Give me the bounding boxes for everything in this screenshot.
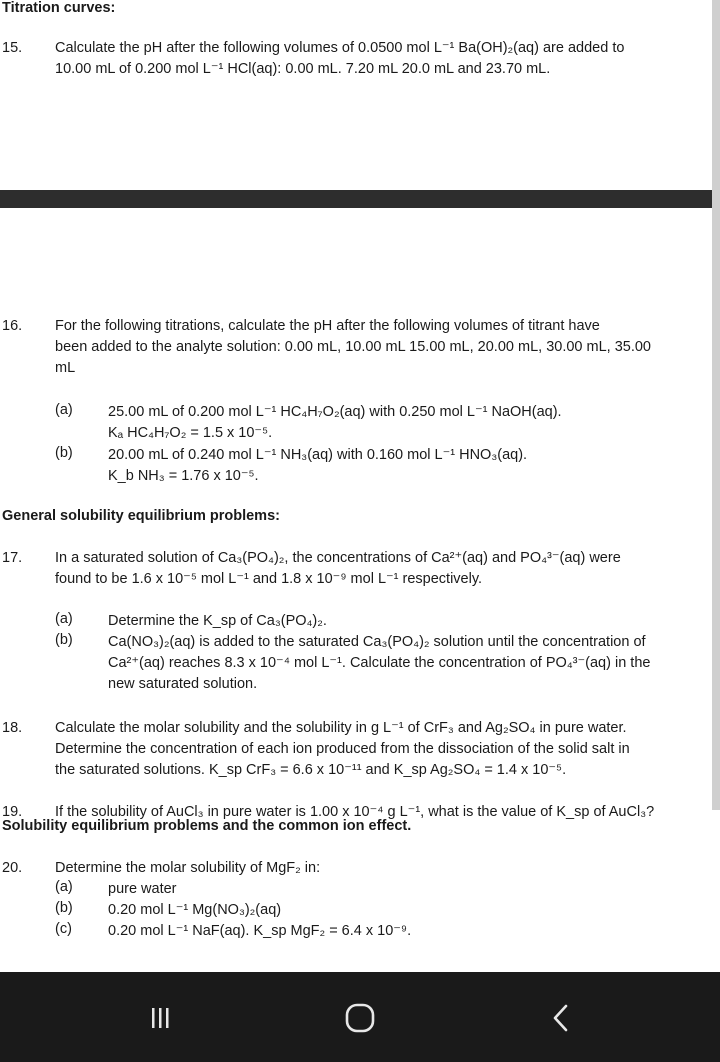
question-17b-label: (b) <box>55 632 73 648</box>
question-16b-label: (b) <box>55 445 73 461</box>
question-17b-line1: Ca(NO₃)₂(aq) is added to the saturated Ca₃(PO₄)₂ solution until the concentration of <box>108 634 646 650</box>
home-icon <box>340 998 380 1038</box>
question-18-line3: the saturated solutions. K_sp CrF₃ = 6.6 x 10⁻¹¹ and K_sp Ag₂SO₄ = 1.4 x 10⁻⁵. <box>55 762 567 778</box>
question-20b-label: (b) <box>55 900 73 916</box>
question-16b-line1: 20.00 mL of 0.240 mol L⁻¹ NH₃(aq) with 0.160 mol L⁻¹ HNO₃(aq). <box>108 447 528 463</box>
question-17-line1: In a saturated solution of Ca₃(PO₄)₂, the concentrations of Ca²⁺(aq) and PO₄³⁻(aq) were <box>55 550 621 566</box>
page-divider <box>0 190 720 208</box>
question-20-number: 20. <box>2 860 23 876</box>
question-20a-label: (a) <box>55 879 73 895</box>
question-15-line2: 10.00 mL of 0.200 mol L⁻¹ HCl(aq): 0.00 mL. 7.20 mL 20.0 mL and 23.70 mL. <box>55 61 551 77</box>
question-16b-text <box>108 445 708 487</box>
question-16a-line2: Kₐ HC₄H₇O₂ = 1.5 x 10⁻⁵. <box>108 425 273 441</box>
question-16-line1: For the following titrations, calculate the pH after the following volumes of titrant have <box>55 318 600 334</box>
question-15-text <box>55 38 705 80</box>
question-16-text <box>55 316 705 379</box>
question-17b-line3: new saturated solution. <box>108 676 258 692</box>
question-19-text: If the solubility of AuCl₃ in pure water is 1.00 x 10⁻⁴ g L⁻¹, what is the value of K_sp of AuCl₃? <box>55 804 655 820</box>
back-button[interactable] <box>532 990 592 1046</box>
section-heading-general-solubility: General solubility equilibrium problems: <box>2 508 280 524</box>
home-button[interactable] <box>330 990 390 1046</box>
question-16b-line2: K_b NH₃ = 1.76 x 10⁻⁵. <box>108 468 259 484</box>
question-20c-text: 0.20 mol L⁻¹ NaF(aq). K_sp MgF₂ = 6.4 x 10⁻⁹. <box>108 923 412 939</box>
question-16-line2: been added to the analyte solution: 0.00 mL, 10.00 mL 15.00 mL, 20.00 mL, 30.00 mL, 35.00 <box>55 339 651 355</box>
question-20b-text: 0.20 mol L⁻¹ Mg(NO₃)₂(aq) <box>108 902 282 918</box>
question-20a-text: pure water <box>108 881 177 897</box>
question-18-number: 18. <box>2 720 23 736</box>
section-heading-titration: Titration curves: <box>2 0 116 16</box>
question-17-line2: found to be 1.6 x 10⁻⁵ mol L⁻¹ and 1.8 x 10⁻⁹ mol L⁻¹ respectively. <box>55 571 483 587</box>
question-17-text <box>55 548 705 590</box>
section-heading-common-ion: Solubility equilibrium problems and the common ion effect. <box>2 818 412 834</box>
question-18-text <box>55 718 705 781</box>
question-18-line2: Determine the concentration of each ion produced from the dissociation of the solid salt in <box>55 741 630 757</box>
scrollbar[interactable] <box>712 0 720 810</box>
question-19-number: 19. <box>2 804 23 820</box>
question-16-number: 16. <box>2 318 23 334</box>
question-17a-label: (a) <box>55 611 73 627</box>
question-15-line1: Calculate the pH after the following volumes of 0.0500 mol L⁻¹ Ba(OH)₂(aq) are added to <box>55 40 625 56</box>
question-20-text: Determine the molar solubility of MgF₂ in: <box>55 860 321 876</box>
recent-apps-button[interactable] <box>130 990 190 1046</box>
question-20c-label: (c) <box>55 921 72 937</box>
question-16a-label: (a) <box>55 402 73 418</box>
question-17a-text: Determine the K_sp of Ca₃(PO₄)₂. <box>108 613 327 629</box>
question-16-line3: mL <box>55 360 76 376</box>
question-16a-line1: 25.00 mL of 0.200 mol L⁻¹ HC₄H₇O₂(aq) with 0.250 mol L⁻¹ NaOH(aq). <box>108 404 562 420</box>
question-16a-text <box>108 402 708 444</box>
question-17b-line2: Ca²⁺(aq) reaches 8.3 x 10⁻⁴ mol L⁻¹. Calculate the concentration of PO₄³⁻(aq) in the <box>108 655 651 671</box>
question-17b-text <box>108 632 708 695</box>
question-17-number: 17. <box>2 550 23 566</box>
question-18-line1: Calculate the molar solubility and the solubility in g L⁻¹ of CrF₃ and Ag₂SO₄ in pure water. <box>55 720 627 736</box>
question-15-number: 15. <box>2 40 23 56</box>
recent-apps-icon <box>144 1002 176 1034</box>
back-icon <box>546 1002 578 1034</box>
